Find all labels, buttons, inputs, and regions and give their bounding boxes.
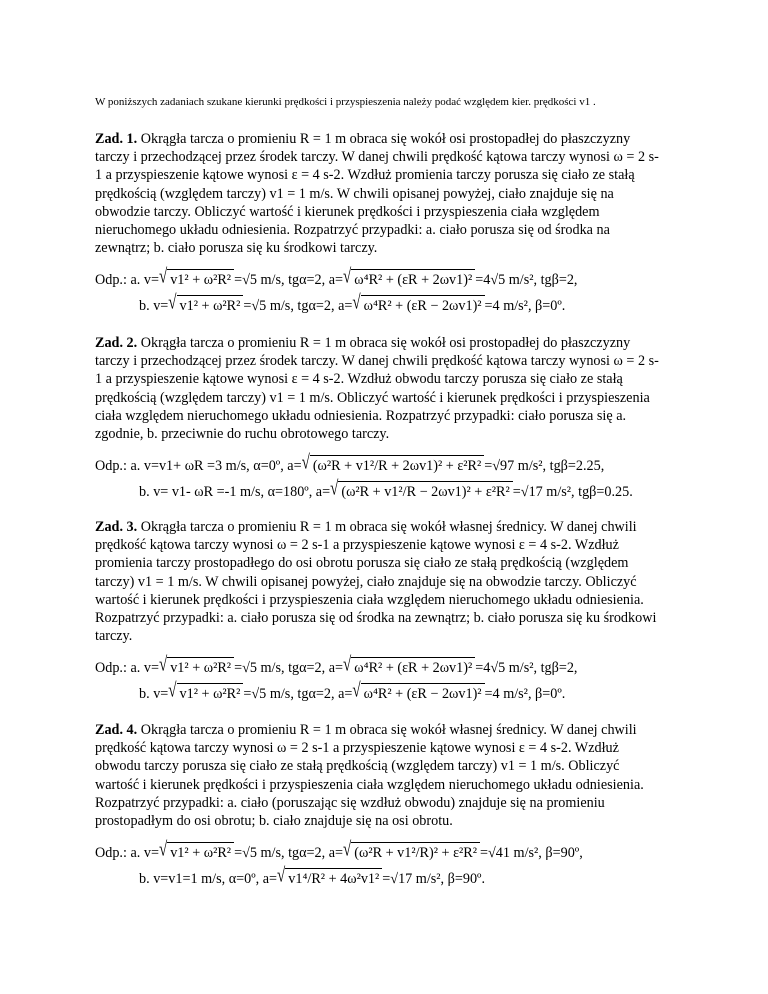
formula: ω⁴R² + (εR + 2ωv1)² — [351, 269, 475, 289]
formula: v1² + ω²R² — [167, 842, 234, 862]
answer-line-a: Odp.: a. v= √ v1² + ω²R² =√5 m/s, tgα=2, a= √ (ω²R + v1²/R)² + ε²R² =√41 m/s², β=90º, — [95, 839, 583, 862]
problem-label: Zad. 4. — [95, 722, 138, 738]
problem-3 — [95, 518, 665, 703]
problem-label: Zad. 1. — [95, 131, 138, 147]
formula: ω⁴R² + (εR + 2ωv1)² — [351, 657, 475, 677]
answer-block — [95, 449, 665, 501]
sqrt-icon: √ — [277, 865, 286, 887]
sqrt-icon: √ — [343, 266, 352, 289]
sqrt-icon: √ — [158, 266, 168, 289]
problem-body: Okrągła tarcza o promieniu R = 1 m obraca się wokół własnej średnicy. W danej chwili prędkość kątowa tarczy wynosi ω = 2 s-1 a przyspieszenie kątowe wynosi ε = 4 s-2. Wzdłuż promienia tarczy prostopadłego do osi obrotu porusza się ciało ze stałą prędkością (względem tarczy) v1 = 1 m/s. W chwili opisanej powyżej, ciało znajduje się na obwodzie tarczy. Obliczyć wartość i kierunek prędkości i przyspieszenia ciała względem nieruchomego układu odniesienia. Rozpatrzyć przypadki: a. ciało porusza się od środka na zewnątrz; b. ciało porusza się ku środkowi tarczy. — [95, 519, 657, 645]
problem-1 — [95, 130, 665, 315]
formula: v1⁴/R² + 4ω²v1² — [285, 868, 382, 888]
instructions-header: W poniższych zadaniach szukane kierunki prędkości i przyspieszenia należy podać względem kier. prędkości v1 . — [95, 96, 596, 108]
sqrt-icon: √ — [343, 654, 352, 677]
problem-text — [95, 721, 665, 830]
problem-2 — [95, 334, 665, 501]
sqrt-icon: √ — [352, 680, 361, 703]
formula: v1² + ω²R² — [167, 269, 234, 289]
answer-block — [95, 263, 665, 315]
formula: v1² + ω²R² — [177, 295, 244, 315]
answer-line-b: b. v= v1- ωR =-1 m/s, α=180º, a= √ (ω²R + v1²/R − 2ωv1)² + ε²R² =√17 m/s², tgβ=0.25. — [139, 478, 633, 501]
sqrt-icon: √ — [301, 452, 310, 474]
sqrt-icon: √ — [352, 292, 361, 315]
problem-body: Okrągła tarcza o promieniu R = 1 m obraca się wokół osi prostopadłej do płaszczyzny tarczy i przechodzącej przez środek tarczy. W danej chwili prędkość kątowa tarczy wynosi ω = 2 s-1 a przyspieszenie kątowe wynosi ε = 4 s-2. Wzdłuż promienia tarczy porusza się ciało ze stałą prędkością (względem tarczy) v1 = 1 m/s. W chwili opisanej powyżej, ciało znajduje się na obwodzie tarczy. Obliczyć wartość i kierunek prędkości i przyspieszenia ciała względem nieruchomego układu odniesienia. Rozpatrzyć przypadki: a. ciało porusza się od środka na zewnątrz; b. ciało porusza się ku środkowi tarczy. — [95, 131, 659, 257]
answer-line-a: Odp.: a. v= √ v1² + ω²R² =√5 m/s, tgα=2, a= √ ω⁴R² + (εR + 2ωv1)² =4√5 m/s², tgβ=2, — [95, 654, 578, 677]
formula: ω⁴R² + (εR − 2ωv1)² — [361, 683, 485, 703]
formula: (ω²R + v1²/R)² + ε²R² — [351, 842, 480, 862]
sqrt-icon: √ — [168, 292, 177, 315]
formula: v1² + ω²R² — [177, 683, 244, 703]
formula: v1² + ω²R² — [167, 657, 234, 677]
problem-text — [95, 334, 665, 443]
sqrt-icon: √ — [158, 654, 168, 677]
answer-block — [95, 651, 665, 703]
answer-line-a: Odp.: a. v=v1+ ωR =3 m/s, α=0º, a= √ (ω²R + v1²/R + 2ωv1)² + ε²R² =√97 m/s², tgβ=2.25, — [95, 452, 605, 475]
problem-label: Zad. 2. — [95, 335, 138, 351]
sqrt-icon: √ — [343, 839, 352, 861]
problem-label: Zad. 3. — [95, 519, 138, 535]
problem-body: Okrągła tarcza o promieniu R = 1 m obraca się wokół osi prostopadłej do płaszczyzny tarczy i przechodzącej przez środek tarczy. W danej chwili prędkość kątowa tarczy wynosi ω = 2 s-1 a przyspieszenie kątowe wynosi ε = 4 s-2. Wzdłuż obwodu tarczy porusza się ciało ze stałą prędkością (względem tarczy) v1 = 1 m/s. Obliczyć wartość i kierunek prędkości i przyspieszenia ciała względem nieruchomego układu odniesienia. Rozpatrzyć przypadki: ciało porusza się a. zgodnie, b. przeciwnie do ruchu obrotowego tarczy. — [95, 335, 659, 443]
formula: (ω²R + v1²/R + 2ωv1)² + ε²R² — [310, 455, 484, 475]
sqrt-icon: √ — [330, 478, 339, 500]
problem-text — [95, 518, 665, 645]
answer-line-b: b. v= √ v1² + ω²R² =√5 m/s, tgα=2, a= √ ω⁴R² + (εR − 2ωv1)² =4 m/s², β=0º. — [139, 680, 566, 703]
problem-4 — [95, 721, 665, 888]
problem-body: Okrągła tarcza o promieniu R = 1 m obraca się wokół własnej średnicy. W danej chwili prędkość kątowa tarczy wynosi ω = 2 s-1 a przyspieszenie kątowe wynosi ε = 4 s-2. Wzdłuż obwodu tarczy porusza się ciało ze stałą prędkością (względem tarczy) v1 = 1 m/s. Obliczyć wartość i kierunek prędkości i przyspieszenia ciała względem nieruchomego układu odniesienia. Rozpatrzyć przypadki: a. ciało (poruszając się wzdłuż obwodu) znajduje się na promieniu prostopadłym do osi obrotu; b. ciało znajduje się na osi obrotu. — [95, 722, 644, 830]
answer-block — [95, 836, 665, 888]
sqrt-icon: √ — [158, 839, 168, 861]
formula: ω⁴R² + (εR − 2ωv1)² — [361, 295, 485, 315]
problem-text — [95, 130, 665, 257]
answer-line-a: Odp.: a. v= √ v1² + ω²R² =√5 m/s, tgα=2, a= √ ω⁴R² + (εR + 2ωv1)² =4√5 m/s², tgβ=2, — [95, 266, 578, 289]
answer-line-b: b. v=v1=1 m/s, α=0º, a= √ v1⁴/R² + 4ω²v1² =√17 m/s², β=90º. — [139, 865, 486, 888]
formula: (ω²R + v1²/R − 2ωv1)² + ε²R² — [338, 481, 512, 501]
sqrt-icon: √ — [168, 680, 177, 703]
answer-line-b: b. v= √ v1² + ω²R² =√5 m/s, tgα=2, a= √ ω⁴R² + (εR − 2ωv1)² =4 m/s², β=0º. — [139, 292, 566, 315]
